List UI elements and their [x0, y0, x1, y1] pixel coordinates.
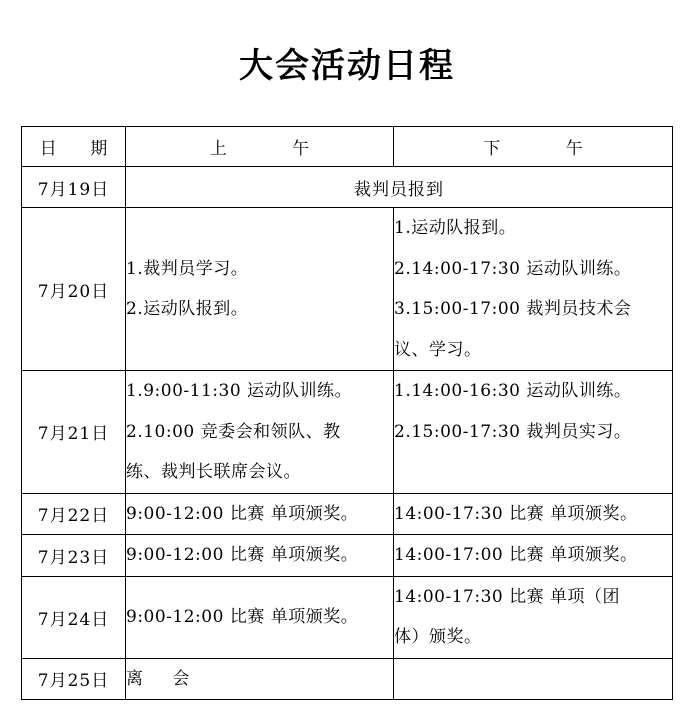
am-cell	[126, 208, 394, 371]
date-cell: 7月20日	[22, 208, 126, 371]
pm-cell	[394, 493, 673, 535]
pm-cell	[394, 371, 673, 494]
header-date: 日 期	[22, 127, 126, 167]
pm-line: 1.14:00-16:30 运动队训练。	[394, 381, 632, 401]
am-line: 1.裁判员学习。	[126, 258, 249, 279]
merged-cell: 裁判员报到	[126, 167, 673, 208]
pm-line: 2.14:00-17:30 运动队训练。	[394, 258, 632, 279]
table-row	[22, 208, 673, 371]
pm-line: 体）颁奖。	[394, 627, 482, 647]
table-row	[22, 576, 673, 658]
am-line: 9:00-12:00 比赛 单项颁奖。	[126, 503, 359, 524]
pm-cell	[394, 576, 673, 658]
pm-line: 14:00-17:30 比赛 单项颁奖。	[394, 503, 638, 524]
am-line: 9:00-12:00 比赛 单项颁奖。	[126, 606, 359, 627]
am-cell	[126, 658, 394, 700]
pm-line: 3.15:00-17:00 裁判员技术会	[394, 299, 632, 319]
date-cell: 7月22日	[22, 493, 126, 535]
am-line: 1.9:00-11:30 运动队训练。	[126, 381, 353, 401]
table-row	[22, 658, 673, 700]
schedule-table	[21, 126, 673, 700]
pm-line: 14:00-17:30 比赛 单项（团	[394, 586, 621, 607]
header-am: 上 午	[126, 127, 394, 167]
date-cell: 7月19日	[22, 167, 126, 208]
table-row	[22, 535, 673, 577]
pm-cell-empty	[394, 658, 673, 700]
table-row	[22, 371, 673, 494]
am-cell	[126, 535, 394, 577]
date-cell: 7月24日	[22, 576, 126, 658]
date-cell: 7月21日	[22, 371, 126, 494]
date-cell: 7月23日	[22, 535, 126, 577]
am-line: 9:00-12:00 比赛 单项颁奖。	[126, 545, 359, 565]
am-cell	[126, 493, 394, 535]
date-cell: 7月25日	[22, 658, 126, 700]
pm-line: 14:00-17:00 比赛 单项颁奖。	[394, 545, 638, 565]
am-line: 2.10:00 竞委会和领队、教	[126, 421, 341, 442]
table-row	[22, 493, 673, 535]
page-title: 大会活动日程	[239, 46, 455, 86]
am-cell	[126, 371, 394, 494]
am-cell	[126, 576, 394, 658]
am-line: 2.运动队报到。	[126, 299, 249, 319]
header-pm: 下 午	[394, 127, 673, 167]
pm-line: 1.运动队报到。	[394, 218, 517, 238]
am-line: 离 会	[126, 668, 202, 689]
pm-cell	[394, 535, 673, 577]
pm-cell	[394, 208, 673, 371]
am-line: 练、裁判长联席会议。	[126, 462, 301, 482]
table-header-row	[22, 127, 673, 167]
pm-line: 2.15:00-17:30 裁判员实习。	[394, 421, 632, 442]
table-row	[22, 167, 673, 208]
pm-line: 议、学习。	[394, 339, 482, 360]
